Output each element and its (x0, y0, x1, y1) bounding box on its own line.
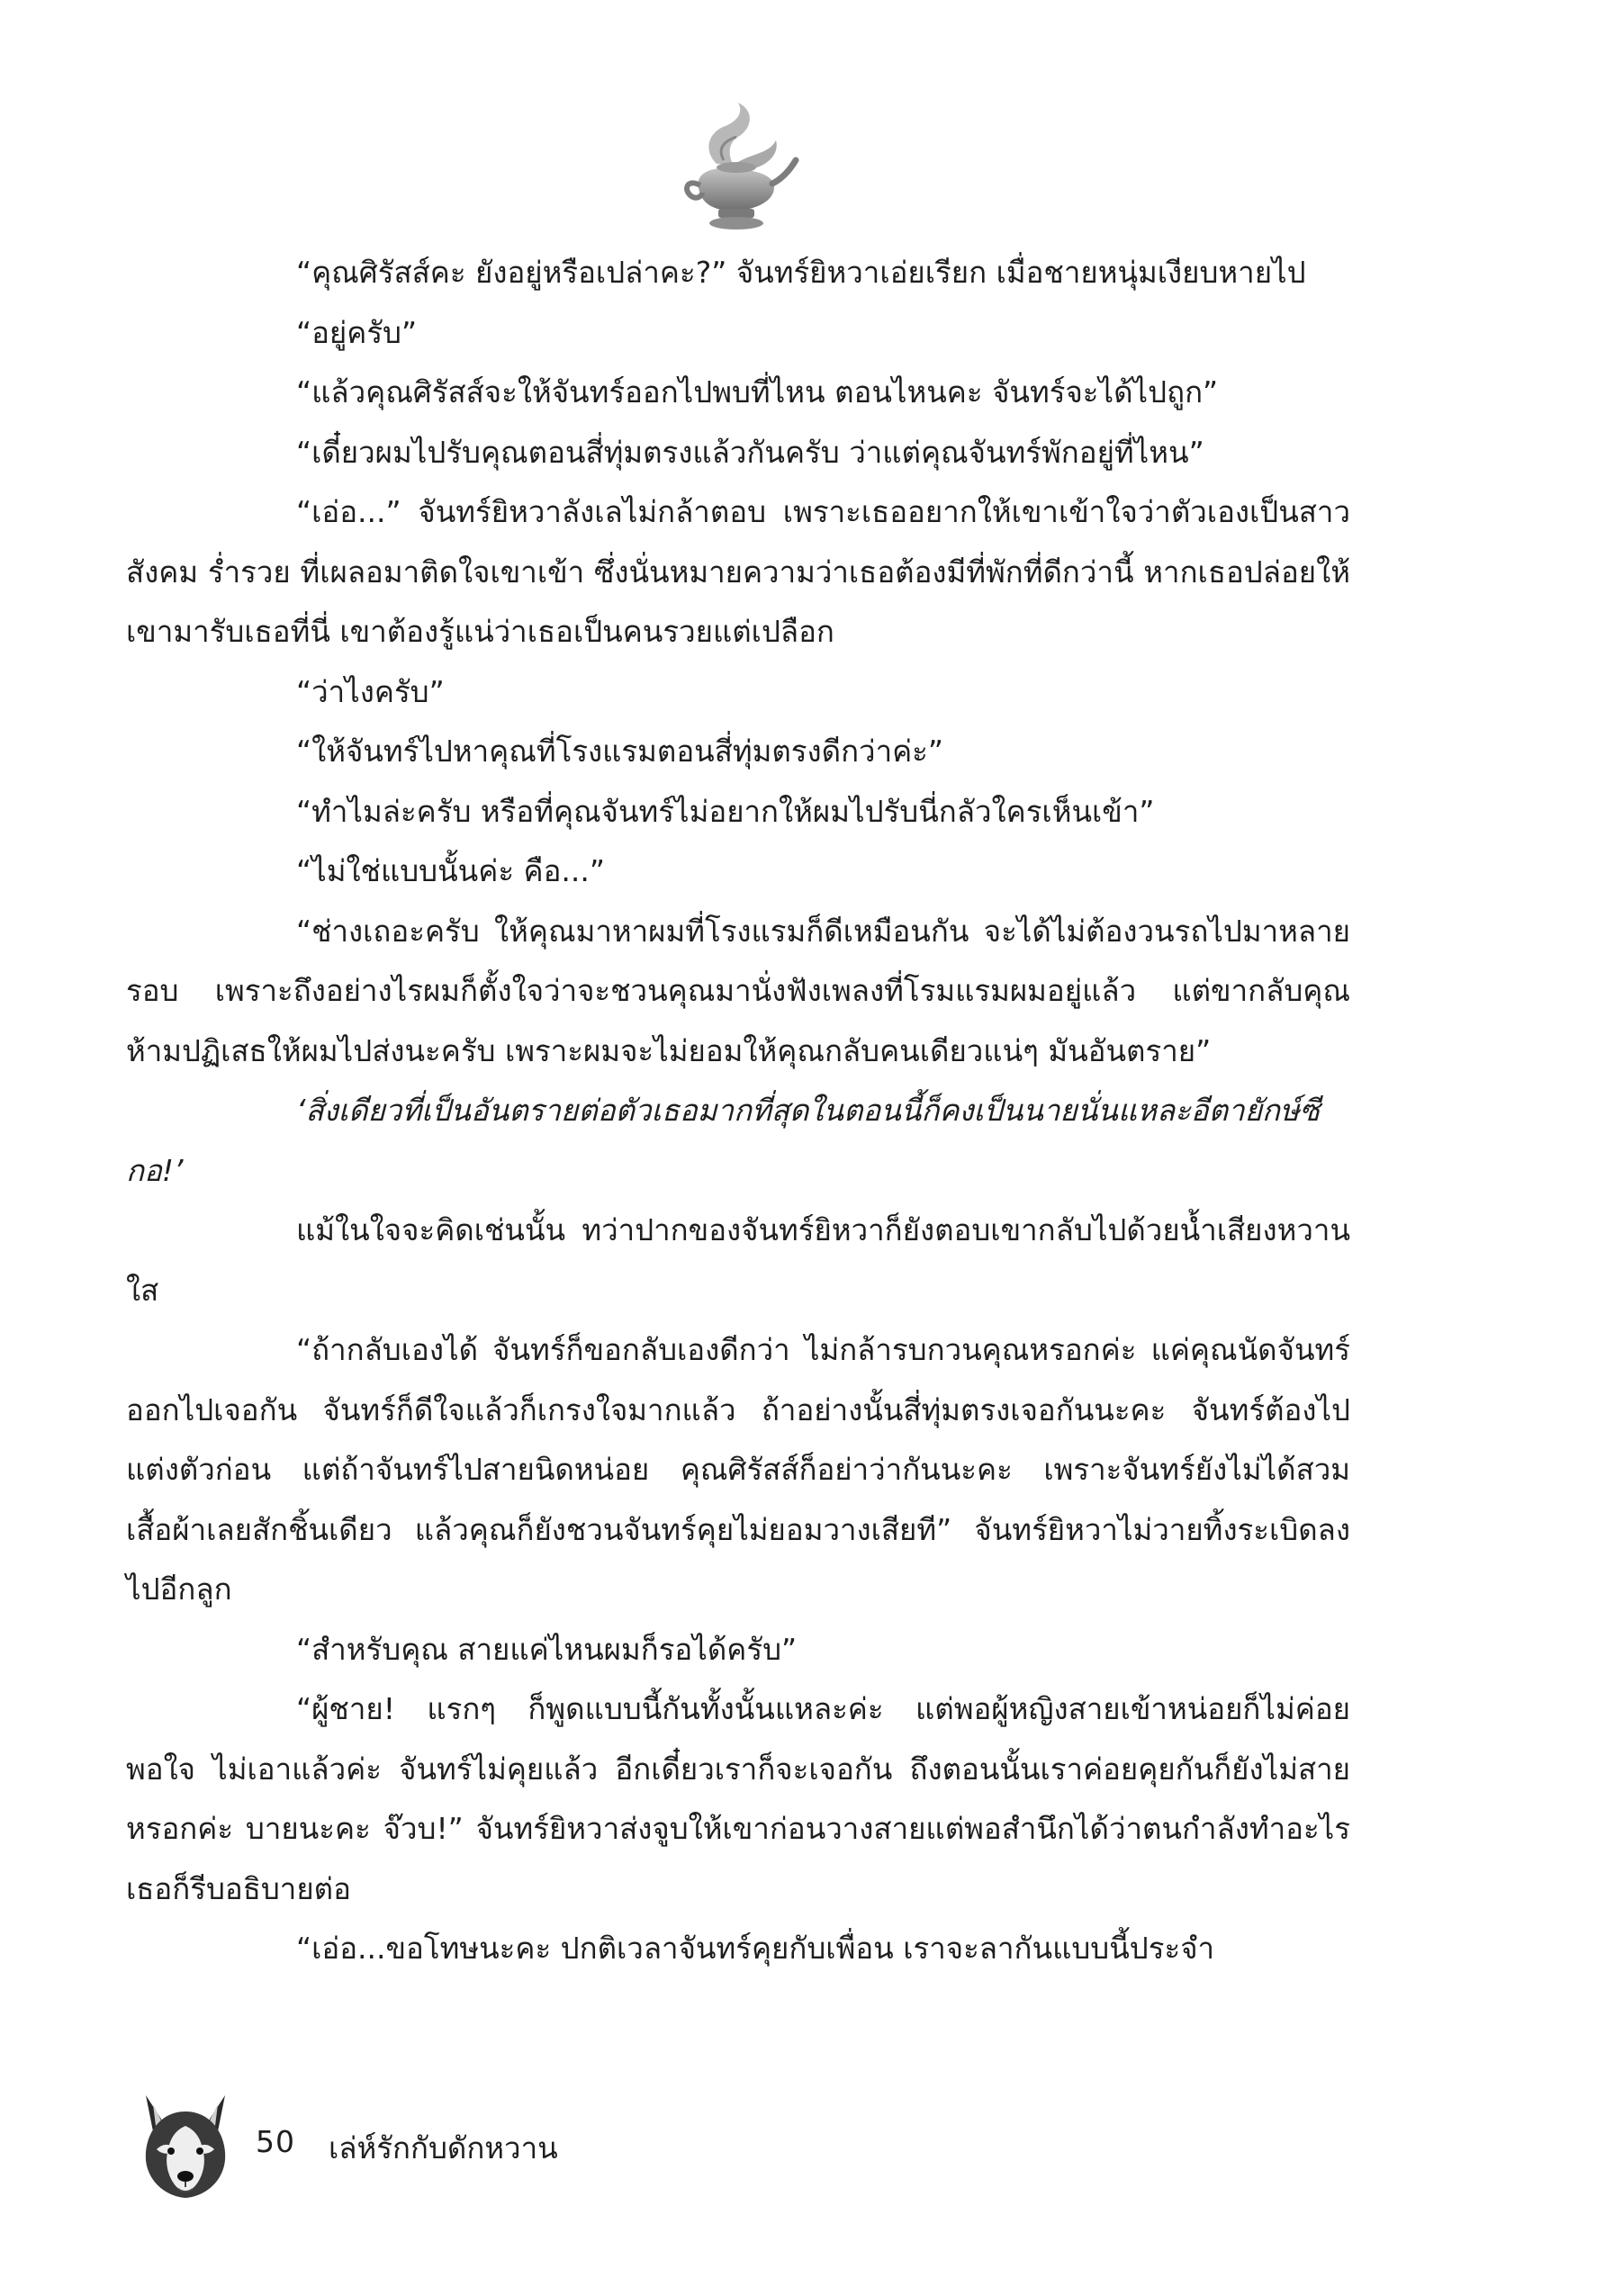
paragraph: “ถ้ากลับเองได้ จันทร์ก็ขอกลับเองดีกว่า ไม่กล้ารบกวนคุณหรอกค่ะ แค่คุณนัดจันทร์ออกไปเจอกัน จันทร์ก็ดีใจแล้วก็เกรงใจมากแล้ว ถ้าอย่างนั้นสี่ทุ่มตรงเจอกันนะคะ จันทร์ต้องไปแต่งตัวก่อน แต่ถ้าจันทร์ไปสายนิดหน่อย คุณศิรัสส์ก็อย่าว่ากันนะคะ เพราะจันทร์ยังไม่ได้สวมเสื้อผ้าเลยสักชิ้นเดียว แล้วคุณก็ยังชวนจันทร์คุยไม่ยอมวางเสียที” จันทร์ยิหวาไม่วายทิ้งระเบิดลงไปอีกลูก (126, 1332, 1350, 1607)
book-title: เล่ห์รักกับดักหวาน (329, 2130, 558, 2165)
paragraph: “แล้วคุณศิรัสส์จะให้จันทร์ออกไปพบที่ไหน ตอนไหนคะ จันทร์จะได้ไปถูก” (296, 374, 1219, 410)
paragraph: “อยู่ครับ” (296, 314, 418, 350)
page-number: 50 (256, 2124, 295, 2159)
paragraph: “ผู้ชาย! แรกๆ ก็พูดแบบนี้กันทั้งนั้นแหละค่ะ แต่พอผู้หญิงสายเข้าหน่อยก็ไม่ค่อยพอใจ ไม่เอาแล้วค่ะ จันทร์ไม่คุยแล้ว อีกเดี๋ยวเราก็จะเจอกัน ถึงตอนนั้นเราค่อยคุยกันก็ยังไม่สายหรอกค่ะ บายนะคะ จ๊วบ!” จันทร์ยิหวาส่งจูบให้เขาก่อนวางสายแต่พอสำนึกได้ว่าตนกำลังทำอะไร เธอก็รีบอธิบายต่อ (126, 1691, 1350, 1906)
paragraph: “เดี๋ยวผมไปรับคุณตอนสี่ทุ่มตรงแล้วกันครับ ว่าแต่คุณจันทร์พักอยู่ที่ไหน” (296, 434, 1204, 470)
paragraph: “เอ่อ...ขอโทษนะคะ ปกติเวลาจันทร์คุยกับเพื่อน เราจะลากันแบบนี้ประจำ (296, 1931, 1215, 1966)
paragraph: “เอ่อ...” จันทร์ยิหวาลังเลไม่กล้าตอบ เพราะเธออยากให้เขาเข้าใจว่าตัวเองเป็นสาวสังคม ร่ำรวย ที่เผลอมาติดใจเขาเข้า ซึ่งนั่นหมายความว่าเธอต้องมีที่พักที่ดีกว่านี้ หากเธอปล่อยให้เขามารับเธอที่นี่ เขาต้องรู้แน่ว่าเธอเป็นคนรวยแต่เปลือก (126, 494, 1350, 649)
paragraph: “สำหรับคุณ สายแค่ไหนผมก็รอได้ครับ” (296, 1631, 798, 1667)
paragraph: “คุณศิรัสส์คะ ยังอยู่หรือเปล่าคะ?” จันทร์ยิหวาเอ่ยเรียก เมื่อชายหนุ่มเงียบหายไป (296, 255, 1306, 290)
paragraph: “ไม่ใช่แบบนั้นค่ะ คือ...” (296, 853, 605, 888)
lamp-with-smoke-icon (673, 101, 799, 236)
paragraph: “ทำไมล่ะครับ หรือที่คุณจันทร์ไม่อยากให้ผมไปรับนี่กลัวใครเห็นเข้า” (296, 793, 1155, 829)
husky-head-icon (137, 2086, 234, 2201)
paragraph: “ว่าไงครับ” (296, 673, 445, 709)
page-footer (137, 2086, 767, 2203)
paragraph: “ช่างเถอะครับ ให้คุณมาหาผมที่โรงแรมก็ดีเหมือนกัน จะได้ไม่ต้องวนรถไปมาหลายรอบ เพราะถึงอย่างไรผมก็ตั้งใจว่าจะชวนคุณมานั่งฟังเพลงที่โรมแรมผมอยู่แล้ว แต่ขากลับคุณห้ามปฏิเสธให้ผมไปส่งนะครับ เพราะผมจะไม่ยอมให้คุณกลับคนเดียวแน่ๆ มันอันตราย” (126, 913, 1350, 1068)
inner-thought-paragraph: ‘สิ่งเดียวที่เป็นอันตรายต่อตัวเธอมากที่สุดในตอนนี้ก็คงเป็นนายนั่นแหละอีตายักษ์ซีกอ!’ (126, 1093, 1321, 1188)
paragraph: แม้ในใจจะคิดเช่นนั้น ทว่าปากของจันทร์ยิหวาก็ยังตอบเขากลับไปด้วยน้ำเสียงหวานใส (126, 1212, 1350, 1308)
paragraph: “ให้จันทร์ไปหาคุณที่โรงแรมตอนสี่ทุ่มตรงดีกว่าค่ะ” (296, 734, 944, 769)
body-text (126, 243, 1350, 1979)
